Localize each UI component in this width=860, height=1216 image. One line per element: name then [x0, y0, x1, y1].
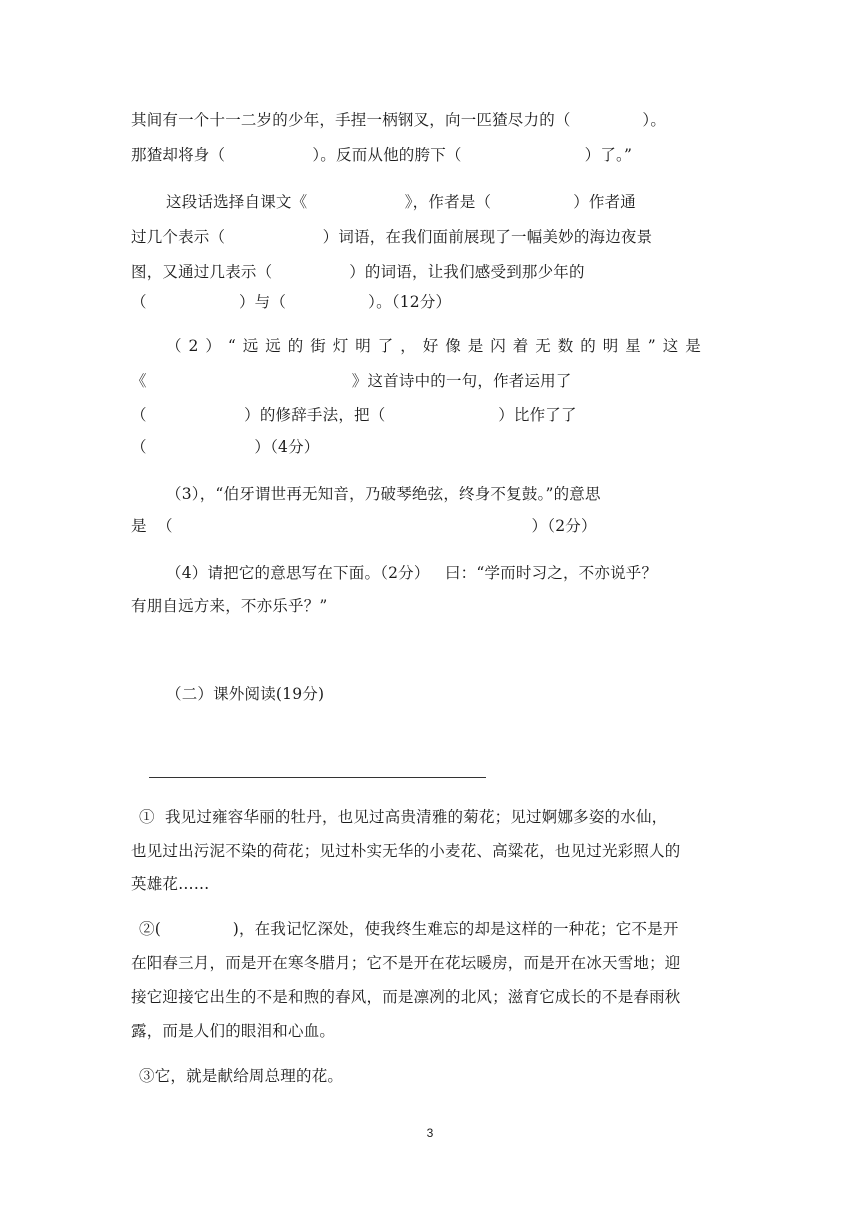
- divider-rule: [149, 777, 486, 778]
- q3-line-2: 是 （ ）（2分）: [131, 517, 597, 535]
- q3-line-1: （3），“伯牙谓世再无知音，乃破琴绝弦，终身不复鼓。”的意思: [166, 485, 601, 503]
- passage-p2-line-2: 在阳春三月，而是开在寒冬腊月；它不是开在花坛暖房，而是开在冰天雪地；迎: [131, 954, 681, 972]
- q2-line-2: 《 》这首诗中的一句，作者运用了: [131, 372, 572, 390]
- quote-line-1: 其间有一个十一二岁的少年，手捏一柄钢叉，向一匹猹尽力的（ ）。: [131, 111, 667, 129]
- q2-line-3: （ ）的修辞手法，把（ ）比作了了: [131, 406, 577, 424]
- q1-line-3: 图，又通过几表示（ ）的词语，让我们感受到那少年的: [131, 263, 585, 281]
- passage-p2-line-3: 接它迎接它出生的不是和煦的春风，而是凛冽的北风；滋育它成长的不是春雨秋: [131, 988, 681, 1006]
- q4-line-1: （4）请把它的意思写在下面。（2分） 曰：“学而时习之，不亦说乎？: [166, 564, 658, 582]
- passage-p2-line-4: 露，而是人们的眼泪和心血。: [131, 1022, 336, 1040]
- passage-p1-line-2: 也见过出污泥不染的荷花；见过朴实无华的小麦花、高粱花，也见过光彩照人的: [131, 842, 681, 860]
- q1-line-4: （ ）与（ ）。（12分）: [131, 293, 452, 311]
- q1-line-2: 过几个表示（ ）词语，在我们面前展现了一幅美妙的海边夜景: [131, 228, 653, 246]
- q1-line-1: 这段话选择自课文《 》，作者是（ ）作者通: [166, 193, 636, 211]
- passage-p3-line-1: ③它，就是献给周总理的花。: [139, 1067, 344, 1085]
- q4-line-2: 有朋自远方来，不亦乐乎？”: [131, 597, 328, 615]
- passage-p1-line-3: 英雄花……: [131, 875, 210, 893]
- q2-line-4: （ ）（4分）: [131, 438, 320, 456]
- q2-line-1: （2）“远远的街灯明了，好像是闪着无数的明星”这是: [166, 337, 708, 355]
- page-number: 3: [426, 1126, 434, 1140]
- passage-p1-line-1: ① 我见过雍容华丽的牡丹，也见过高贵清雅的菊花；见过婀娜多姿的水仙，: [139, 808, 668, 826]
- quote-line-2: 那猹却将身（ ）。反而从他的胯下（ ）了。”: [131, 146, 633, 164]
- section-title-extracurricular-reading: （二）课外阅读(19分): [166, 685, 325, 703]
- passage-p2-line-1: ②( )，在我记忆深处，使我终生难忘的却是这样的一种花；它不是开: [139, 920, 679, 938]
